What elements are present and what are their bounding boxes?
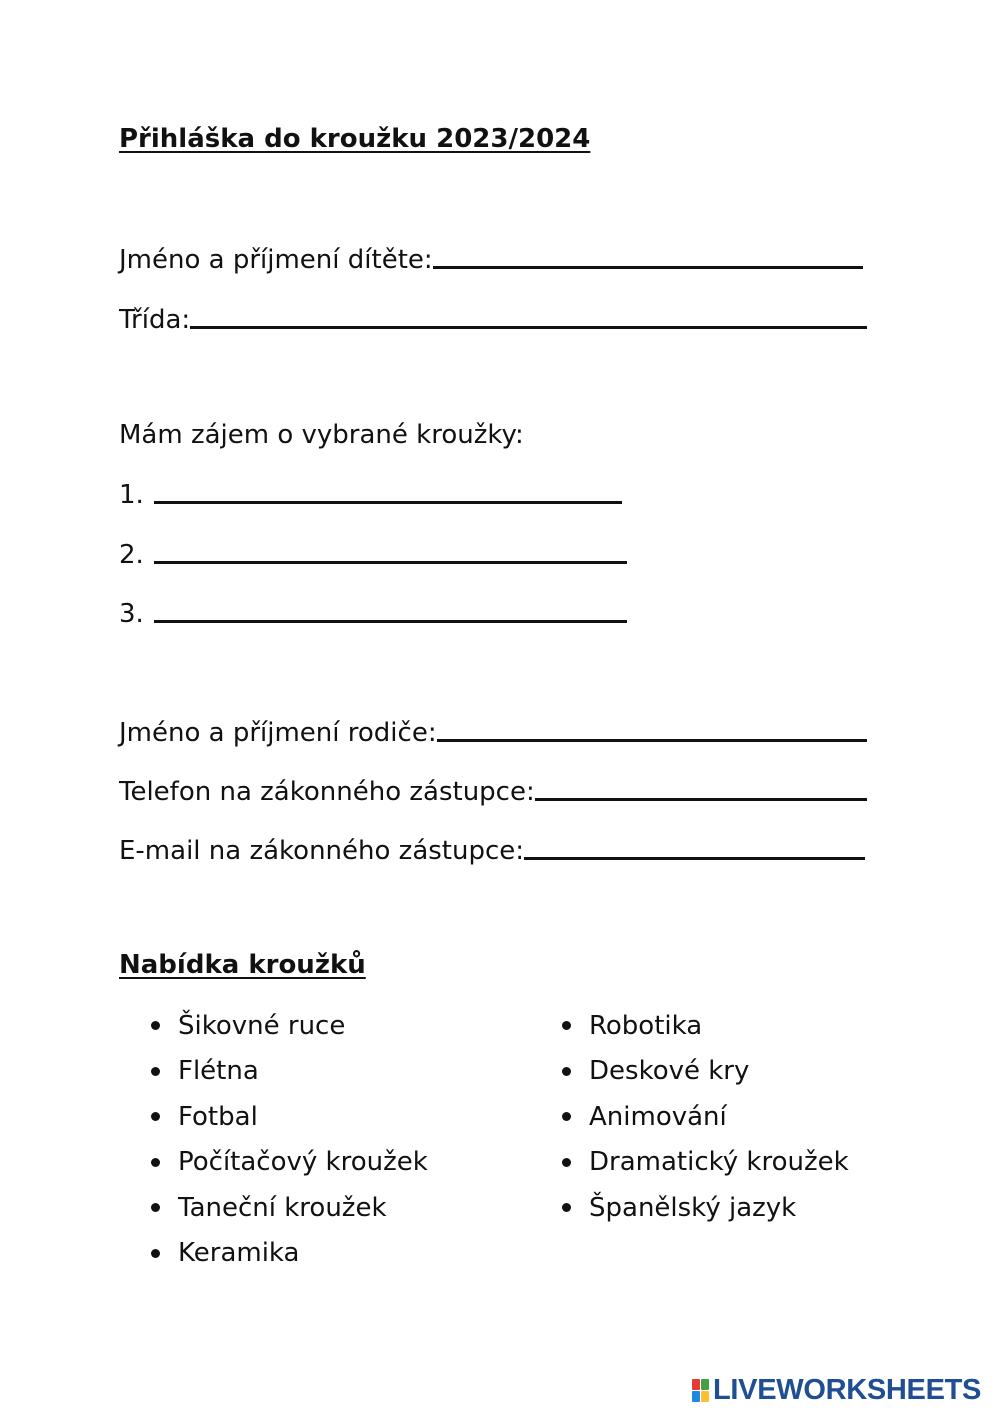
bullet-icon [151, 1203, 160, 1212]
parent-name-label: Jméno a příjmení rodiče: [119, 718, 437, 748]
child-name-label: Jméno a příjmení dítěte: [119, 245, 433, 275]
bullet-icon [151, 1067, 160, 1076]
list-item [562, 1094, 849, 1140]
list-item [151, 1140, 428, 1186]
list-item [562, 1049, 849, 1095]
choice-number-1: 1. [119, 480, 144, 510]
watermark-text: LIVEWORKSHEETS [713, 1374, 982, 1406]
bullet-icon [562, 1112, 571, 1121]
logo-tile [701, 1391, 709, 1402]
parent-name-row [119, 713, 867, 747]
logo-tile [692, 1379, 700, 1390]
choice-number-3: 3. [119, 599, 144, 629]
offer-item-label: Animování [589, 1101, 727, 1132]
child-name-input[interactable] [469, 242, 863, 268]
offer-list-left [151, 1003, 428, 1276]
bullet-icon [151, 1021, 160, 1030]
offer-item-label: Robotika [589, 1010, 703, 1041]
logo-tile [701, 1379, 709, 1390]
bullet-icon [151, 1112, 160, 1121]
list-item [151, 1049, 428, 1095]
logo-tile [692, 1391, 700, 1402]
list-item [562, 1003, 849, 1049]
bullet-icon [151, 1158, 160, 1167]
offer-item-label: Dramatický kroužek [589, 1147, 849, 1178]
interest-label: Mám zájem o vybrané kroužky: [119, 420, 524, 450]
offer-title: Nabídka kroužků [119, 950, 366, 980]
list-item [151, 1094, 428, 1140]
email-label: E-mail na zákonného zástupce: [119, 836, 525, 866]
offer-item-label: Taneční kroužek [178, 1192, 387, 1223]
class-label: Třída: [119, 305, 191, 335]
list-item [151, 1231, 428, 1277]
offer-item-label: Počítačový kroužek [178, 1147, 428, 1178]
class-row [119, 300, 867, 334]
liveworksheets-watermark[interactable] [692, 1374, 981, 1407]
bullet-icon [562, 1021, 571, 1030]
phone-input[interactable] [569, 774, 867, 800]
bullet-icon [562, 1158, 571, 1167]
phone-label: Telefon na zákonného zástupce: [119, 777, 535, 807]
email-row [119, 831, 865, 865]
offer-item-label: Deskové kry [589, 1056, 750, 1087]
list-item [562, 1185, 849, 1231]
list-item [151, 1003, 428, 1049]
bullet-icon [562, 1067, 571, 1076]
offer-list-right [562, 1003, 849, 1231]
liveworksheets-logo-icon [692, 1379, 709, 1402]
offer-item-label: Šikovné ruce [178, 1010, 346, 1041]
offer-item-label: Španělský jazyk [589, 1192, 797, 1223]
choice-row-1 [119, 475, 622, 509]
parent-name-input[interactable] [474, 715, 867, 741]
choice-row-2 [119, 535, 627, 569]
form-title: Přihláška do kroužku 2023/2024 [119, 124, 591, 154]
child-name-row [119, 240, 863, 274]
choice-input-3[interactable] [159, 596, 627, 622]
phone-row [119, 772, 867, 806]
offer-item-label: Flétna [178, 1056, 259, 1087]
email-input[interactable] [547, 833, 865, 859]
bullet-icon [562, 1203, 571, 1212]
choice-number-2: 2. [119, 540, 144, 570]
list-item [562, 1140, 849, 1186]
choice-input-2[interactable] [159, 537, 627, 563]
offer-item-label: Keramika [178, 1238, 300, 1269]
class-input[interactable] [209, 302, 867, 328]
choice-row-3 [119, 594, 627, 628]
choice-input-1[interactable] [159, 477, 622, 503]
offer-item-label: Fotbal [178, 1101, 258, 1132]
bullet-icon [151, 1249, 160, 1258]
list-item [151, 1185, 428, 1231]
